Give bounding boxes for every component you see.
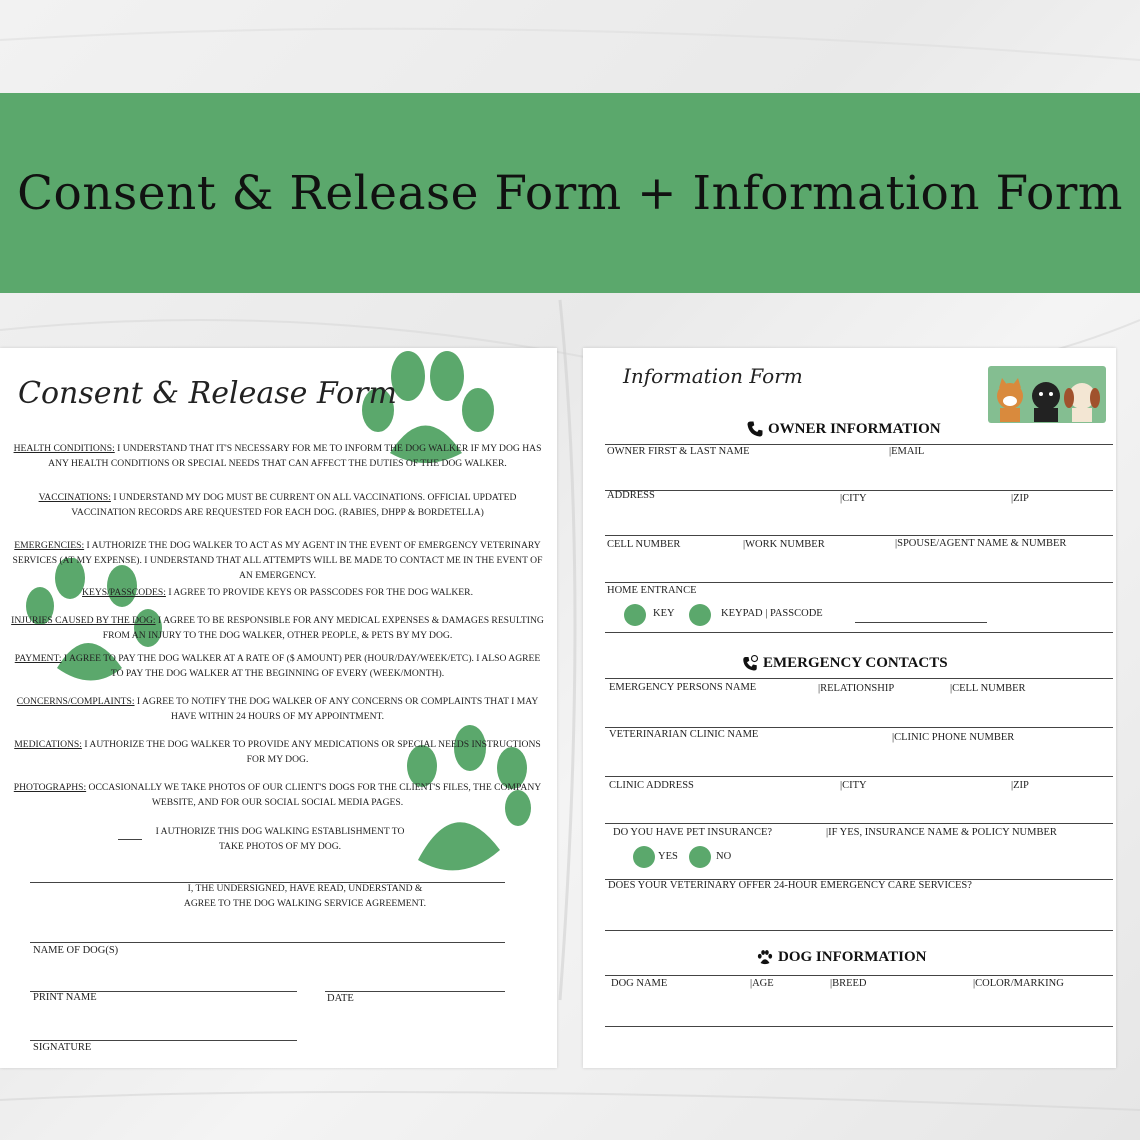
consent-form-page xyxy=(0,348,557,1068)
phone-line[interactable] xyxy=(605,582,1113,583)
yes-label: YES xyxy=(658,851,678,862)
clause-emergencies: EMERGENCIES: I AUTHORIZE THE DOG WALKER TO ACT AS MY AGENT IN THE EVENT OF EMERGENCY VETERINARY SERVICES (AT MY EXPENSE). I UNDERSTAND THAT ALL ATTEMPTS WILL BE MADE TO CONTACT ME IN THE EVENT OF AN EMERGENCY. xyxy=(12,540,543,581)
color-label: |COLOR/MARKING xyxy=(973,978,1064,989)
owner-info-heading: OWNER INFORMATION xyxy=(746,420,941,438)
clinic-address-line[interactable] xyxy=(605,823,1113,824)
dog-heading-line xyxy=(605,975,1113,976)
emergency-name-label: EMERGENCY PERSONS NAME xyxy=(609,682,757,693)
spouse-label: |SPOUSE/AGENT NAME & NUMBER xyxy=(895,538,1067,549)
dog-shiba-icon xyxy=(997,378,1023,422)
signature-label: SIGNATURE xyxy=(33,1042,92,1053)
no-label: NO xyxy=(716,851,732,862)
dog-pug-icon xyxy=(1032,382,1060,422)
email-label: |EMAIL xyxy=(889,446,925,457)
photo-auth-initial-line[interactable] xyxy=(118,839,142,840)
phone-call-icon xyxy=(741,654,759,672)
emergency-heading-line xyxy=(605,678,1113,679)
key-label: KEY xyxy=(653,608,675,619)
clause-health: HEALTH CONDITIONS: I UNDERSTAND THAT IT'S NECESSARY FOR ME TO INFORM THE DOG WALKER IF MY DOG HAS ANY HEALTH CONDITIONS OR SPECIAL NEEDS THAT CAN AFFECT THE DUTIES OF THE DOG WALKER. xyxy=(13,443,542,469)
vet-line[interactable] xyxy=(605,776,1113,777)
keypad-radio[interactable] xyxy=(689,604,711,626)
information-form-page xyxy=(583,348,1116,1068)
clause-vaccinations: VACCINATIONS: I UNDERSTAND MY DOG MUST BE CURRENT ON ALL VACCINATIONS. OFFICIAL UPDATED VACCINATION RECORDS ARE REQUESTED FOR EACH DOG. (RABIES, DHPP & BORDETELLA) xyxy=(38,492,517,518)
info-form-title: Information Form xyxy=(623,364,803,388)
home-entrance-label: HOME ENTRANCE xyxy=(607,585,697,596)
address-line[interactable] xyxy=(605,535,1113,536)
city-label: |CITY xyxy=(840,493,867,504)
date-label: DATE xyxy=(327,993,354,1004)
insurance-no-radio[interactable] xyxy=(689,846,711,868)
dog-info-line[interactable] xyxy=(605,1026,1113,1027)
dog-name-label: NAME OF DOG(S) xyxy=(33,945,119,956)
cell-label: CELL NUMBER xyxy=(607,539,681,550)
relationship-label: |RELATIONSHIP xyxy=(818,683,895,694)
banner-title: Consent & Release Form + Information Form xyxy=(17,165,1123,221)
date-line[interactable] xyxy=(325,991,505,992)
vet-clinic-label: VETERINARIAN CLINIC NAME xyxy=(609,729,759,740)
emergency-care-line[interactable] xyxy=(605,930,1113,931)
dog-name-line[interactable] xyxy=(30,942,505,943)
zip-label: |ZIP xyxy=(1011,493,1029,504)
breed-label: |BREED xyxy=(830,978,867,989)
clause-injuries: INJURIES CAUSED BY THE DOG: I AGREE TO BE RESPONSIBLE FOR ANY MEDICAL EXPENSES & DAMAGES RESULTING FROM AN INJURY TO THE DOG WALKER, OTHER PEOPLE, & PETS BY MY DOG. xyxy=(11,615,544,641)
signature-line[interactable] xyxy=(30,1040,297,1041)
cell2-label: |CELL NUMBER xyxy=(950,683,1026,694)
entrance-line xyxy=(605,632,1113,633)
work-label: |WORK NUMBER xyxy=(743,539,825,550)
insurance-question: DO YOU HAVE PET INSURANCE? xyxy=(613,827,773,838)
emergency-line[interactable] xyxy=(605,727,1113,728)
age-label: |AGE xyxy=(750,978,774,989)
owner-heading-line xyxy=(605,444,1113,445)
city2-label: |CITY xyxy=(840,780,867,791)
clause-concerns: CONCERNS/COMPLAINTS: I AGREE TO NOTIFY THE DOG WALKER OF ANY CONCERNS OR COMPLAINTS THAT I MAY HAVE WITHIN 24 HOURS OF MY APPOINTMENT. xyxy=(16,696,539,722)
zip2-label: |ZIP xyxy=(1011,780,1029,791)
phone-icon xyxy=(746,420,764,438)
clinic-address-label: CLINIC ADDRESS xyxy=(609,780,694,791)
passcode-line[interactable] xyxy=(855,622,987,623)
agreement-text: I, THE UNDERSIGNED, HAVE READ, UNDERSTAND & AGREE TO THE DOG WALKING SERVICE AGREEMENT. xyxy=(183,883,427,909)
clinic-phone-label: |CLINIC PHONE NUMBER xyxy=(892,732,1015,743)
clause-payment: PAYMENT: I AGREE TO PAY THE DOG WALKER AT A RATE OF ($ AMOUNT) PER (HOUR/DAY/WEEK/ETC). I ALSO AGREE TO PAY THE DOG WALKER AT THE BEGINNING OF EVERY (WEEK/MONTH). xyxy=(14,653,541,679)
emergency-care-question: DOES YOUR VETERINARY OFFER 24-HOUR EMERGENCY CARE SERVICES? xyxy=(608,880,972,891)
emergency-contacts-heading: EMERGENCY CONTACTS xyxy=(741,654,948,672)
paw-icon xyxy=(756,948,774,966)
insurance-yes-radio[interactable] xyxy=(633,846,655,868)
dogs-illustration xyxy=(988,366,1106,423)
owner-name-line[interactable] xyxy=(605,490,1113,491)
key-radio[interactable] xyxy=(624,604,646,626)
insurance-name-label: |IF YES, INSURANCE NAME & POLICY NUMBER xyxy=(826,827,1057,838)
consent-form-title: Consent & Release Form xyxy=(18,376,397,411)
address-label: ADDRESS xyxy=(607,490,655,501)
dog-info-heading: DOG INFORMATION xyxy=(756,948,926,966)
clause-photographs: PHOTOGRAPHS: OCCASIONALLY WE TAKE PHOTOS OF OUR CLIENT'S DOGS FOR THE CLIENT'S FILES, THE COMPANY WEBSITE, AND FOR OUR SOCIAL SOCIAL MEDIA PAGES. xyxy=(13,782,542,808)
clause-medications: MEDICATIONS: I AUTHORIZE THE DOG WALKER TO PROVIDE ANY MEDICATIONS OR SPECIAL NEEDS INSTRUCTIONS FOR MY DOG. xyxy=(14,739,541,765)
owner-name-label: OWNER FIRST & LAST NAME xyxy=(607,446,750,457)
print-name-label: PRINT NAME xyxy=(33,992,97,1003)
dog-name-label: DOG NAME xyxy=(611,978,668,989)
keypad-label: KEYPAD | PASSCODE xyxy=(721,608,823,619)
photo-auth-text: I AUTHORIZE THIS DOG WALKING ESTABLISHMENT TO TAKE PHOTOS OF MY DOG. xyxy=(155,826,405,852)
clause-keys: KEYS/PASSCODES: I AGREE TO PROVIDE KEYS OR PASSCODES FOR THE DOG WALKER. xyxy=(82,587,473,598)
title-banner xyxy=(0,93,1140,293)
